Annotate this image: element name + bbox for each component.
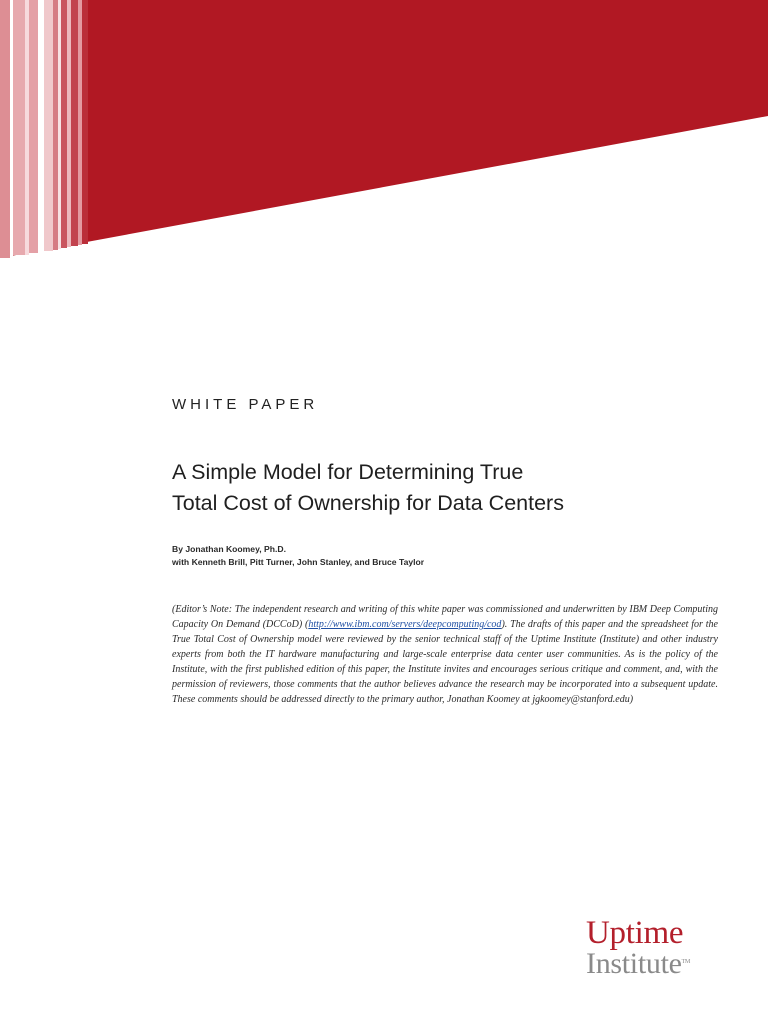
banner-stripe	[38, 0, 44, 252]
logo-word-institute-text: Institute	[586, 947, 682, 980]
editors-note-text: (Editor’s Note: The independent research and writing of this white paper was commissioned and underwritten by IBM Deep Computing Capacity On Demand (DCCoD) (	[172, 604, 718, 630]
banner-stripe	[0, 0, 10, 258]
trademark-mark: TM	[681, 959, 691, 965]
banner-stripe	[10, 0, 13, 258]
banner-stripe	[78, 0, 82, 245]
paper-title-line: A Simple Model for Determining True	[172, 460, 524, 484]
banner-stripe	[82, 0, 88, 244]
uptime-institute-logo	[586, 917, 726, 978]
co-authors: with Kenneth Brill, Pitt Turner, John Stanley, and Bruce Taylor	[172, 557, 425, 567]
author-byline	[172, 543, 424, 569]
logo-word-uptime: Uptime	[586, 915, 684, 951]
editors-note-text: ). The drafts of this paper and the spreadsheet for the True Total Cost of Ownership model were reviewed by the senior technical staff of the Uptime Institute (Institute) and other industry experts from both the IT hardware manufacturing and large-scale enterprise data center user communities. As is the policy of the Institute, with the first published edition of this paper, the Institute invites and encourages serious critique and comment, and, with the permission of reviewers, those comments that the author believes advance the research may be incorporated into a subsequent update. These comments should be addressed directly to the primary author, Jonathan Koomey at jgkoomey@stanford.edu)	[172, 619, 718, 705]
paper-title	[172, 457, 712, 519]
banner-stripe	[29, 0, 38, 253]
banner-stripe	[71, 0, 78, 246]
banner-red-field	[0, 0, 768, 258]
primary-author: By Jonathan Koomey, Ph.D.	[172, 544, 286, 554]
editors-note	[172, 602, 718, 707]
banner-stripe	[44, 0, 53, 251]
banner-stripe	[61, 0, 67, 248]
banner-stripe	[58, 0, 61, 249]
banner-stripe	[67, 0, 71, 247]
section-label: WHITE PAPER	[172, 396, 319, 413]
header-banner	[0, 0, 768, 260]
banner-stripe	[53, 0, 58, 250]
ibm-dccod-link[interactable]: http://www.ibm.com/servers/deepcomputing/cod	[308, 619, 502, 630]
paper-title-line: Total Cost of Ownership for Data Centers	[172, 491, 564, 515]
logo-word-institute	[586, 947, 726, 980]
banner-stripe	[25, 0, 29, 255]
banner-stripe	[13, 0, 25, 255]
